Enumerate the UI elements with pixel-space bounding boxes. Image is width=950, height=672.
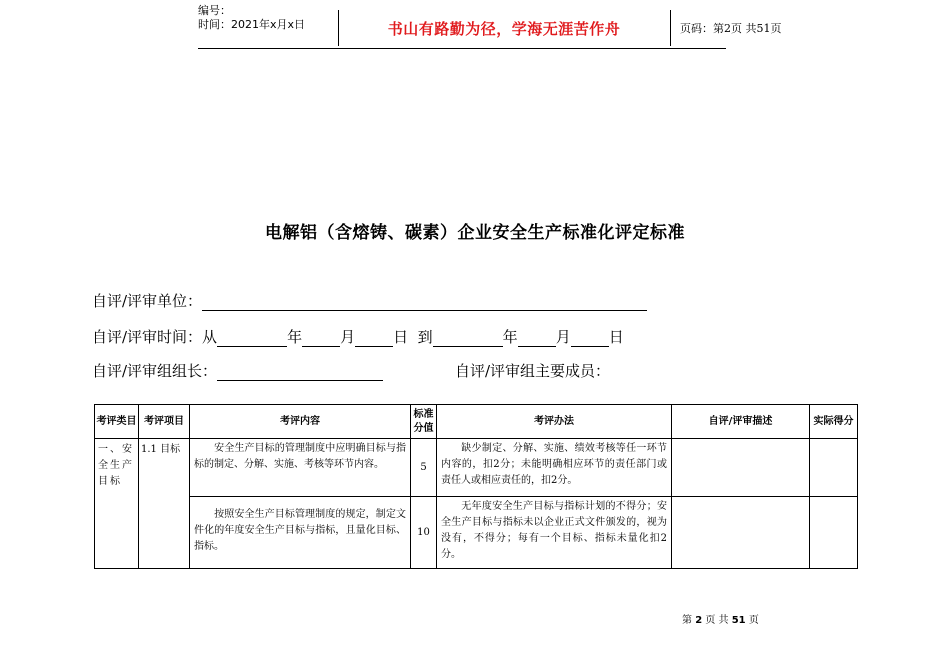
- page-header: [198, 2, 782, 48]
- date-label: 时间：2021年x月x日: [198, 18, 306, 31]
- footer-ye2: 页: [748, 615, 759, 626]
- header-page-info: 页码：第2页 共51页: [680, 22, 782, 35]
- header-rule: [198, 48, 726, 49]
- leader-label: 自评/评审组组长：: [92, 362, 218, 380]
- start-month-blank[interactable]: [302, 330, 340, 347]
- month-label: 月: [555, 328, 571, 346]
- day-label: 日: [393, 328, 409, 346]
- table-row: [95, 439, 858, 497]
- day-label: 日: [608, 328, 624, 346]
- col-header-self-eval: 自评/评审描述: [672, 405, 810, 439]
- header-motto: 书山有路勤为径，学海无涯苦作舟: [387, 19, 621, 38]
- method-cell: 无年度安全生产目标与指标计划的不得分；安全生产目标与指标未以企业正式文件颁发的，视为没有，不得分；每有一个目标、指标未量化扣2分。: [437, 497, 672, 569]
- footer-ye: 页: [705, 615, 716, 626]
- col-header-method: 考评办法: [437, 405, 672, 439]
- end-year-blank[interactable]: [433, 330, 503, 347]
- header-meta: [198, 4, 305, 32]
- self-eval-cell[interactable]: [672, 439, 810, 497]
- col-header-content: 考评内容: [190, 405, 411, 439]
- document-title: 电解铝（含熔铸、碳素）企业安全生产标准化评定标准: [265, 223, 685, 243]
- end-day-blank[interactable]: [571, 330, 609, 347]
- item-cell: 1.1 目标: [139, 439, 190, 569]
- end-month-blank[interactable]: [518, 330, 556, 347]
- col-header-score: 标准分值: [411, 405, 437, 439]
- evaluation-table: [94, 404, 858, 569]
- start-day-blank[interactable]: [355, 330, 393, 347]
- code-label: 编号：: [198, 4, 231, 17]
- unit-blank[interactable]: [202, 294, 647, 311]
- self-eval-cell[interactable]: [672, 497, 810, 569]
- table-header-row: [95, 405, 858, 439]
- to-label: 到: [417, 328, 433, 346]
- year-label: 年: [502, 328, 518, 346]
- time-field: [92, 327, 624, 347]
- col-header-actual: 实际得分: [810, 405, 858, 439]
- score-cell: 10: [411, 497, 437, 569]
- score-cell: 5: [411, 439, 437, 497]
- category-cell: 一、安全生产目标: [95, 439, 139, 569]
- col-header-item: 考评项目: [139, 405, 190, 439]
- footer-gong: 共: [718, 615, 729, 626]
- table-row: [95, 497, 858, 569]
- unit-label: 自评/评审单位：: [92, 292, 203, 310]
- unit-field: [92, 291, 647, 311]
- members-field: [455, 361, 610, 381]
- footer-di: 第: [682, 615, 692, 626]
- members-label: 自评/评审组主要成员：: [455, 362, 611, 380]
- time-label: 自评/评审时间：从: [92, 328, 218, 346]
- start-year-blank[interactable]: [217, 330, 287, 347]
- footer-page-number: 2: [695, 615, 703, 626]
- actual-score-cell[interactable]: [810, 497, 858, 569]
- leader-field: [92, 361, 383, 381]
- month-label: 月: [340, 328, 356, 346]
- footer-total-pages: 51: [731, 615, 746, 626]
- actual-score-cell[interactable]: [810, 439, 858, 497]
- col-header-category: 考评类目: [95, 405, 139, 439]
- content-cell: 按照安全生产目标管理制度的规定，制定文件化的年度安全生产目标与指标，且量化目标、指标。: [190, 497, 411, 569]
- year-label: 年: [287, 328, 303, 346]
- method-cell: 缺少制定、分解、实施、绩效考核等任一环节内容的，扣2分；未能明确相应环节的责任部门或责任人或相应责任的，扣2分。: [437, 439, 672, 497]
- leader-blank[interactable]: [217, 364, 383, 381]
- content-cell: 安全生产目标的管理制度中应明确目标与指标的制定、分解、实施、考核等环节内容。: [190, 439, 411, 497]
- page-footer: [682, 611, 759, 626]
